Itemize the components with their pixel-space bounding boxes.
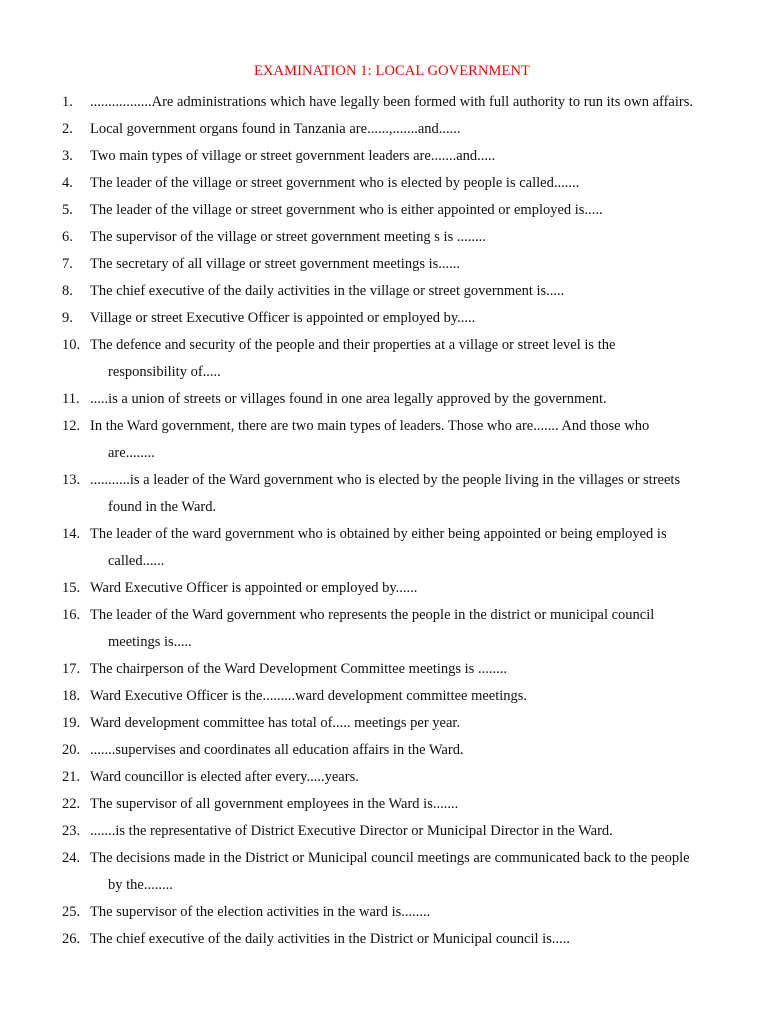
question-text: ...........is a leader of the Ward government who is elected by the people living in the villages or streets: [90, 472, 681, 488]
question-text-continuation: by the........: [108, 877, 173, 893]
question-text: The secretary of all village or street government meetings is......: [90, 256, 461, 272]
question-number: 2.: [62, 121, 73, 137]
question-item: [0, 737, 768, 764]
question-text: Two main types of village or street government leaders are.......and.....: [90, 148, 496, 164]
question-number: 16.: [62, 607, 81, 623]
question-text: Ward development committee has total of..... meetings per year.: [90, 715, 461, 731]
question-item: [0, 413, 768, 467]
question-text: The leader of the Ward government who represents the people in the district or municipal council: [90, 607, 655, 623]
question-item: [0, 332, 768, 386]
question-item: [0, 683, 768, 710]
question-text: The leader of the village or street government who is elected by people is called.......: [90, 175, 580, 191]
question-text: The chief executive of the daily activities in the village or street government is.....: [90, 283, 565, 299]
question-text: Ward councillor is elected after every.....years.: [90, 769, 359, 785]
question-number: 13.: [62, 472, 81, 488]
question-number: 1.: [62, 94, 73, 110]
question-item: [0, 170, 768, 197]
question-number: 9.: [62, 310, 73, 326]
question-number: 14.: [62, 526, 81, 542]
question-number: 4.: [62, 175, 73, 191]
question-number: 7.: [62, 256, 73, 272]
question-item: [0, 116, 768, 143]
question-text-continuation: called......: [108, 553, 165, 569]
question-number: 18.: [62, 688, 81, 704]
question-item: [0, 656, 768, 683]
question-item: [0, 521, 768, 575]
question-item: [0, 710, 768, 737]
question-item: [0, 197, 768, 224]
question-number: 8.: [62, 283, 73, 299]
question-item: [0, 602, 768, 656]
question-text: The supervisor of all government employees in the Ward is.......: [90, 796, 459, 812]
question-number: 6.: [62, 229, 73, 245]
question-number: 20.: [62, 742, 81, 758]
question-number: 23.: [62, 823, 81, 839]
question-item: [0, 926, 768, 953]
question-number: 10.: [62, 337, 81, 353]
question-text: The leader of the ward government who is obtained by either being appointed or being employed is: [90, 526, 667, 542]
question-text: .....is a union of streets or villages found in one area legally approved by the government.: [90, 391, 607, 407]
question-number: 3.: [62, 148, 73, 164]
question-text: Ward Executive Officer is the.........ward development committee meetings.: [90, 688, 528, 704]
question-text: The decisions made in the District or Municipal council meetings are communicated back to the people: [90, 850, 690, 866]
question-text: The chief executive of the daily activities in the District or Municipal council is.....: [90, 931, 570, 947]
question-number: 12.: [62, 418, 81, 434]
question-text: Local government organs found in Tanzania are......,.......and......: [90, 121, 461, 137]
question-number: 5.: [62, 202, 73, 218]
question-text-continuation: meetings is.....: [108, 634, 192, 650]
question-text: .................Are administrations which have legally been formed with full authority to run its own affairs.: [90, 94, 693, 110]
question-text: Village or street Executive Officer is appointed or employed by.....: [90, 310, 476, 326]
question-number: 24.: [62, 850, 81, 866]
question-item: [0, 899, 768, 926]
question-text-continuation: found in the Ward.: [108, 499, 217, 515]
question-item: [0, 791, 768, 818]
question-text: The supervisor of the election activities in the ward is........: [90, 904, 431, 920]
question-item: [0, 764, 768, 791]
question-text: The leader of the village or street government who is either appointed or employed is.....: [90, 202, 603, 218]
question-number: 22.: [62, 796, 81, 812]
question-number: 11.: [62, 391, 80, 407]
question-text: Ward Executive Officer is appointed or employed by......: [90, 580, 418, 596]
question-number: 17.: [62, 661, 81, 677]
question-text-continuation: are........: [108, 445, 155, 461]
question-number: 15.: [62, 580, 81, 596]
question-item: [0, 386, 768, 413]
question-text: .......is the representative of District Executive Director or Municipal Director in the Ward.: [90, 823, 613, 839]
question-item: [0, 251, 768, 278]
question-text: The supervisor of the village or street government meeting s is ........: [90, 229, 486, 245]
question-text: The chairperson of the Ward Development Committee meetings is ........: [90, 661, 507, 677]
question-item: [0, 845, 768, 899]
question-list: [0, 89, 768, 953]
question-number: 25.: [62, 904, 81, 920]
question-item: [0, 224, 768, 251]
question-item: [0, 143, 768, 170]
question-number: 26.: [62, 931, 81, 947]
question-item: [0, 818, 768, 845]
question-text: .......supervises and coordinates all education affairs in the Ward.: [90, 742, 464, 758]
question-item: [0, 278, 768, 305]
question-item: [0, 575, 768, 602]
exam-title: EXAMINATION 1: LOCAL GOVERNMENT: [253, 63, 531, 79]
question-item: [0, 89, 768, 116]
question-text-continuation: responsibility of.....: [108, 364, 221, 380]
question-text: The defence and security of the people and their properties at a village or street level is the: [90, 337, 616, 353]
question-number: 19.: [62, 715, 81, 731]
question-item: [0, 467, 768, 521]
question-item: [0, 305, 768, 332]
question-text: In the Ward government, there are two main types of leaders. Those who are....... And those who: [90, 418, 650, 434]
question-number: 21.: [62, 769, 81, 785]
